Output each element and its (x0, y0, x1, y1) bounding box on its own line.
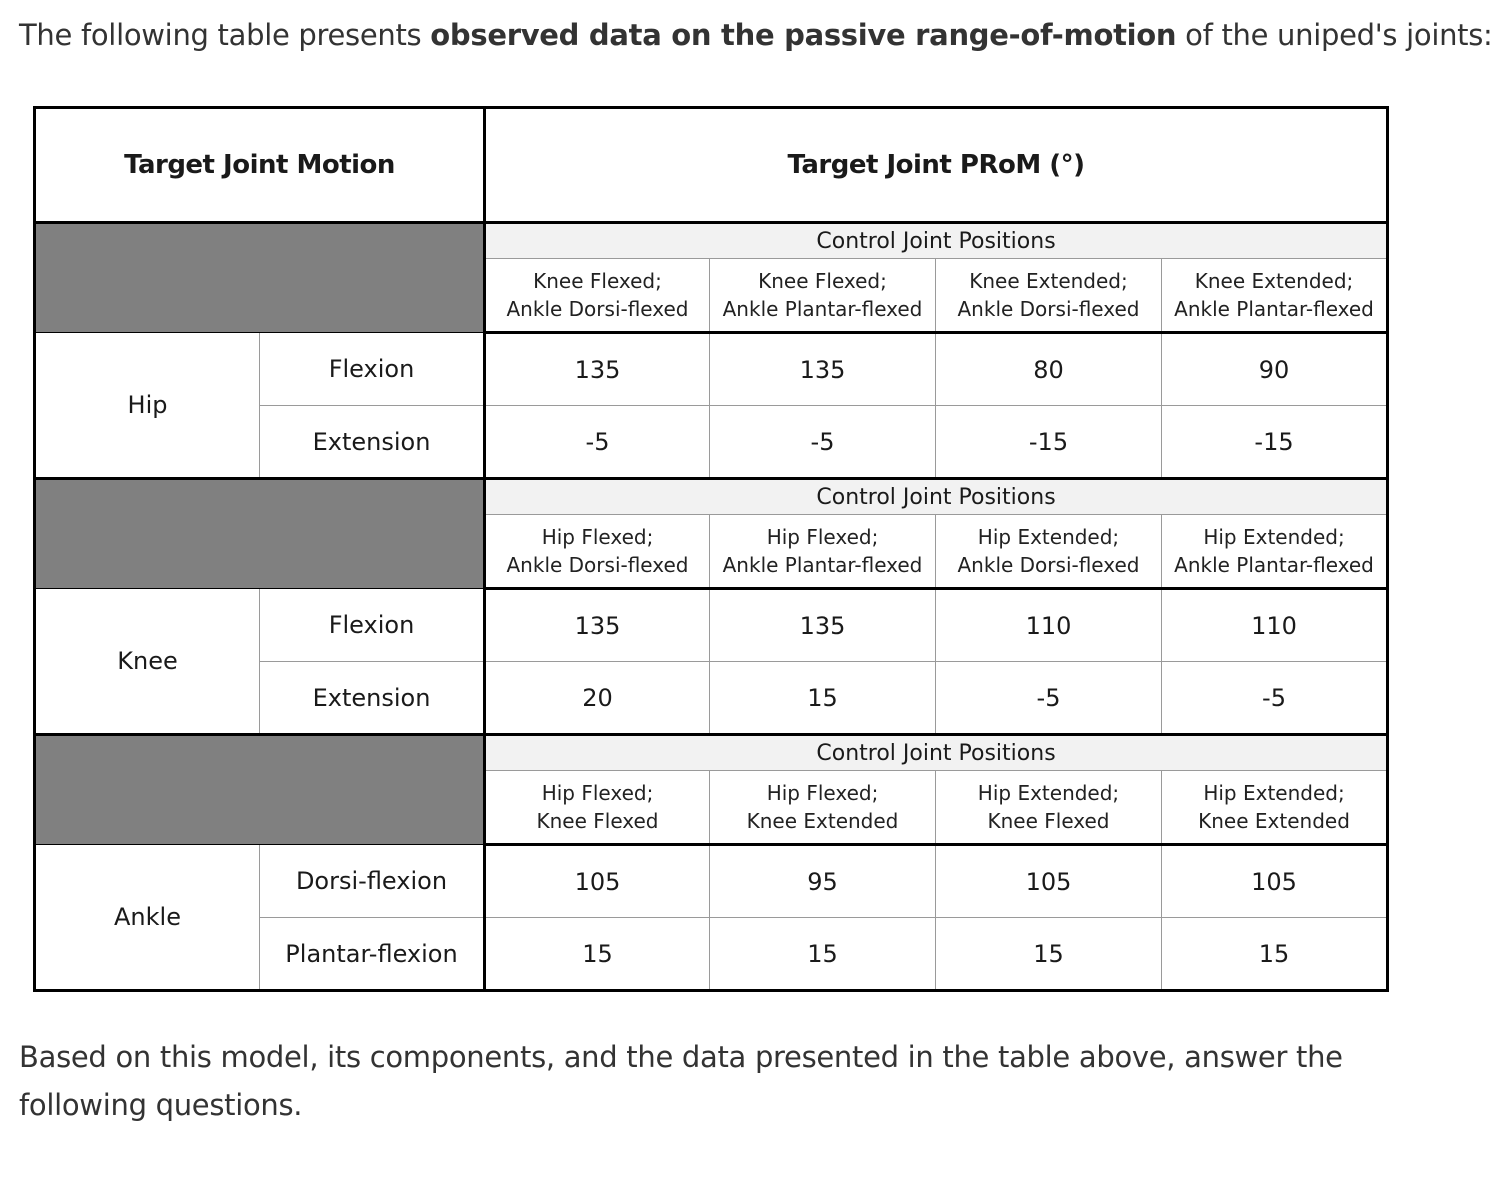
prom-value: 105 (936, 845, 1162, 918)
prom-table (33, 106, 1389, 992)
joint-label-ankle: Ankle (35, 845, 260, 991)
condition-cell (485, 259, 710, 333)
control-positions-label: Control Joint Positions (485, 735, 1388, 771)
prom-value: 135 (710, 589, 936, 662)
table-row (35, 845, 1388, 918)
intro-text-start: The following table presents (19, 18, 431, 52)
gray-spacer (35, 735, 485, 845)
gray-spacer (35, 223, 485, 333)
condition-line2: Knee Flexed (536, 809, 659, 833)
prom-value: -5 (936, 662, 1162, 735)
condition-line2: Ankle Dorsi-flexed (957, 297, 1140, 321)
joint-label-hip: Hip (35, 333, 260, 479)
condition-cell (1162, 515, 1388, 589)
prom-value: -15 (936, 406, 1162, 479)
prom-value: 105 (485, 845, 710, 918)
prom-value: 80 (936, 333, 1162, 406)
prom-value: 110 (936, 589, 1162, 662)
table-header-row (35, 108, 1388, 223)
condition-line1: Hip Extended; (977, 525, 1120, 549)
condition-cell (710, 515, 936, 589)
prom-value: 110 (1162, 589, 1388, 662)
control-positions-label: Control Joint Positions (485, 223, 1388, 259)
condition-cell (936, 259, 1162, 333)
prom-value: 15 (1162, 918, 1388, 991)
prom-value: 15 (710, 918, 936, 991)
prom-value: 95 (710, 845, 936, 918)
prom-value: 15 (485, 918, 710, 991)
control-positions-row (35, 223, 1388, 259)
condition-line2: Ankle Dorsi-flexed (957, 553, 1140, 577)
condition-cell (485, 515, 710, 589)
condition-cell (936, 515, 1162, 589)
motion-label: Dorsi-flexion (260, 845, 485, 918)
condition-line1: Knee Flexed; (758, 269, 887, 293)
condition-line1: Hip Flexed; (766, 525, 879, 549)
condition-line2: Ankle Plantar-flexed (1174, 553, 1374, 577)
prom-value: -5 (1162, 662, 1388, 735)
prom-value: 90 (1162, 333, 1388, 406)
gray-spacer (35, 479, 485, 589)
motion-label: Extension (260, 406, 485, 479)
condition-line2: Ankle Dorsi-flexed (506, 553, 689, 577)
condition-cell (710, 259, 936, 333)
table-row (35, 333, 1388, 406)
condition-line1: Hip Extended; (977, 781, 1120, 805)
motion-label: Flexion (260, 333, 485, 406)
prom-value: 135 (485, 589, 710, 662)
condition-line2: Knee Extended (1198, 809, 1350, 833)
prom-value: -5 (485, 406, 710, 479)
prom-value: -5 (710, 406, 936, 479)
condition-cell (936, 771, 1162, 845)
condition-line1: Knee Extended; (969, 269, 1128, 293)
prom-value: 135 (710, 333, 936, 406)
condition-line1: Knee Flexed; (533, 269, 662, 293)
condition-line2: Ankle Plantar-flexed (722, 297, 923, 321)
outro-text: Based on this model, its components, and the data presented in the table above, answer the following questions. (19, 1040, 1343, 1122)
control-positions-row (35, 479, 1388, 515)
prom-value: 20 (485, 662, 710, 735)
header-target-joint-prom: Target Joint PRoM (°) (485, 108, 1388, 223)
condition-line2: Ankle Dorsi-flexed (506, 297, 689, 321)
intro-text-bold: observed data on the passive range-of-motion (430, 18, 1177, 52)
control-positions-label: Control Joint Positions (485, 479, 1388, 515)
motion-label: Extension (260, 662, 485, 735)
condition-line2: Ankle Plantar-flexed (1174, 297, 1374, 321)
condition-line1: Hip Flexed; (766, 781, 879, 805)
joint-label-knee: Knee (35, 589, 260, 735)
condition-line1: Hip Flexed; (541, 781, 654, 805)
intro-text (19, 15, 1493, 55)
prom-value: 105 (1162, 845, 1388, 918)
header-target-joint-motion: Target Joint Motion (35, 108, 485, 223)
condition-cell (1162, 771, 1388, 845)
control-positions-row (35, 735, 1388, 771)
condition-cell (710, 771, 936, 845)
prom-value: -15 (1162, 406, 1388, 479)
condition-line2: Knee Extended (746, 809, 899, 833)
condition-cell (1162, 259, 1388, 333)
motion-label: Plantar-flexion (260, 918, 485, 991)
condition-line2: Knee Flexed (987, 809, 1110, 833)
condition-line1: Hip Flexed; (541, 525, 654, 549)
condition-cell (485, 771, 710, 845)
prom-value: 15 (710, 662, 936, 735)
intro-text-end: of the uniped's joints: (1176, 18, 1493, 52)
condition-line1: Knee Extended; (1194, 269, 1354, 293)
condition-line1: Hip Extended; (1203, 781, 1345, 805)
condition-line1: Hip Extended; (1203, 525, 1345, 549)
table-row (35, 589, 1388, 662)
motion-label: Flexion (260, 589, 485, 662)
prom-value: 135 (485, 333, 710, 406)
prom-value: 15 (936, 918, 1162, 991)
condition-line2: Ankle Plantar-flexed (722, 553, 923, 577)
